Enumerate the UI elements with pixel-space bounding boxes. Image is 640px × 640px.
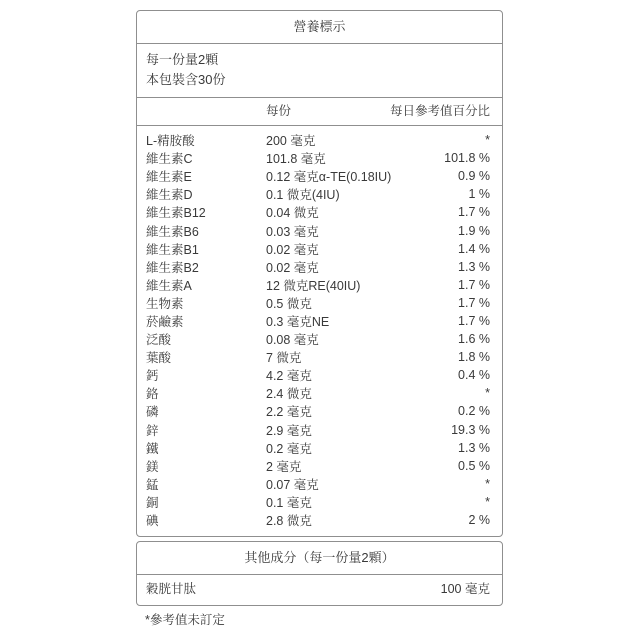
nutrient-amount: 2.2 毫克: [266, 405, 312, 420]
nutrient-daily-value: 1.3 %: [458, 440, 490, 455]
nutrient-name: L-精胺酸: [146, 134, 195, 149]
servings-per-container: 本包裝含30份: [146, 72, 226, 87]
table-row: [146, 258, 490, 276]
nutrient-daily-value: 0.9 %: [458, 169, 490, 184]
table-row: [146, 330, 490, 348]
ingredient-name: 穀胱甘肽: [146, 582, 197, 597]
nutrient-name: 鈣: [146, 369, 159, 384]
nutrient-daily-value: 1.9 %: [458, 223, 490, 238]
ingredient-amount: 100 毫克: [440, 582, 490, 597]
column-header-per-serving: 每份: [266, 104, 292, 118]
nutrient-daily-value: 0.5 %: [458, 458, 490, 473]
table-row: [146, 294, 490, 312]
nutrient-amount: 101.8 毫克: [266, 152, 326, 167]
nutrient-amount: 2 毫克: [266, 459, 302, 474]
nutrient-name: 維生素B1: [146, 242, 199, 257]
nutrient-daily-value: *: [485, 133, 490, 148]
nutrient-amount: 0.2 毫克: [266, 441, 312, 456]
nutrient-amount: 0.08 毫克: [266, 333, 319, 348]
nutrient-daily-value: 1.7 %: [458, 313, 490, 328]
nutrient-name: 鐵: [146, 441, 159, 456]
table-row: [146, 439, 490, 457]
nutrient-amount: 0.1 毫克: [266, 495, 312, 510]
nutrient-amount: 7 微克: [266, 351, 302, 366]
nutrient-name: 維生素C: [146, 152, 193, 167]
nutrient-name: 錳: [146, 477, 159, 492]
nutrient-name: 維生素A: [146, 278, 192, 293]
nutrient-daily-value: 19.3 %: [451, 422, 490, 437]
serving-info: [137, 44, 502, 98]
nutrient-amount: 0.03 毫克: [266, 224, 319, 239]
nutrient-name: 維生素E: [146, 170, 192, 185]
table-row: [146, 402, 490, 420]
table-row: [146, 475, 490, 493]
other-ingredients-rows: [137, 575, 502, 605]
nutrient-name: 維生素B2: [146, 260, 199, 275]
nutrient-amount: 200 毫克: [266, 134, 316, 149]
nutrient-name: 鎂: [146, 459, 159, 474]
nutrient-amount: 0.12 毫克α-TE(0.18IU): [266, 170, 392, 185]
nutrient-name: 銅: [146, 495, 159, 510]
nutrient-name: 菸鹼素: [146, 314, 184, 329]
table-row: [146, 493, 490, 511]
nutrient-daily-value: *: [485, 386, 490, 401]
nutrient-name: 磷: [146, 405, 159, 420]
table-row: [146, 276, 490, 294]
nutrient-amount: 2.8 微克: [266, 514, 312, 529]
nutrient-amount: 0.1 微克(4IU): [266, 188, 340, 203]
nutrient-amount: 0.04 微克: [266, 206, 319, 221]
table-row: [146, 131, 490, 149]
nutrient-name: 鋅: [146, 423, 159, 438]
nutrient-amount: 0.07 毫克: [266, 477, 319, 492]
nutrient-daily-value: 0.2 %: [458, 404, 490, 419]
table-row: [146, 240, 490, 258]
nutrient-amount: 0.02 毫克: [266, 242, 319, 257]
nutrient-daily-value: 0.4 %: [458, 368, 490, 383]
nutrient-amount: 12 微克RE(40IU): [266, 278, 361, 293]
serving-size: 每一份量2顆: [146, 52, 219, 67]
table-row: [146, 167, 490, 185]
nutrient-daily-value: 1.3 %: [458, 259, 490, 274]
nutrient-daily-value: 1.7 %: [458, 277, 490, 292]
nutrition-label-page: [136, 10, 503, 628]
column-header-daily-value: 每日參考值百分比: [389, 104, 490, 118]
nutrient-daily-value: 2 %: [468, 513, 490, 528]
nutrient-name: 碘: [146, 514, 159, 529]
nutrient-daily-value: 1.7 %: [458, 295, 490, 310]
table-row: [146, 384, 490, 402]
nutrient-daily-value: 1.6 %: [458, 332, 490, 347]
nutrient-name: 維生素B6: [146, 224, 199, 239]
nutrient-daily-value: *: [485, 476, 490, 491]
table-row: [146, 149, 490, 167]
table-row: [146, 203, 490, 221]
nutrient-name: 維生素D: [146, 188, 193, 203]
nutrition-facts-panel: [136, 10, 503, 537]
nutrient-amount: 0.02 毫克: [266, 260, 319, 275]
panel-title: 營養標示: [137, 11, 502, 44]
nutrient-amount: 2.9 毫克: [266, 423, 312, 438]
table-row: [146, 366, 490, 384]
nutrient-name: 泛酸: [146, 333, 172, 348]
table-row: [146, 348, 490, 366]
other-ingredients-panel: [136, 541, 503, 606]
nutrient-name: 維生素B12: [146, 206, 206, 221]
other-ingredients-title: 其他成分（每一份量2顆）: [137, 542, 502, 575]
nutrient-daily-value: 1.7 %: [458, 205, 490, 220]
nutrient-daily-value: 1.8 %: [458, 350, 490, 365]
column-headers: [137, 98, 502, 126]
nutrient-rows: [137, 126, 502, 536]
nutrient-name: 鉻: [146, 387, 159, 402]
table-row: [146, 511, 490, 529]
nutrient-name: 葉酸: [146, 351, 172, 366]
nutrient-daily-value: *: [485, 494, 490, 509]
footnote: *參考值未訂定: [145, 613, 225, 628]
nutrient-daily-value: 101.8 %: [444, 151, 490, 166]
table-row: [146, 421, 490, 439]
nutrient-daily-value: 1 %: [468, 187, 490, 202]
table-row: [146, 221, 490, 239]
nutrient-amount: 0.3 毫克NE: [266, 314, 330, 329]
nutrient-amount: 0.5 微克: [266, 296, 312, 311]
nutrient-amount: 4.2 毫克: [266, 369, 312, 384]
table-row: [137, 575, 502, 605]
nutrient-amount: 2.4 微克: [266, 387, 312, 402]
table-row: [146, 312, 490, 330]
nutrient-name: 生物素: [146, 296, 184, 311]
table-row: [146, 457, 490, 475]
table-row: [146, 185, 490, 203]
nutrient-daily-value: 1.4 %: [458, 241, 490, 256]
